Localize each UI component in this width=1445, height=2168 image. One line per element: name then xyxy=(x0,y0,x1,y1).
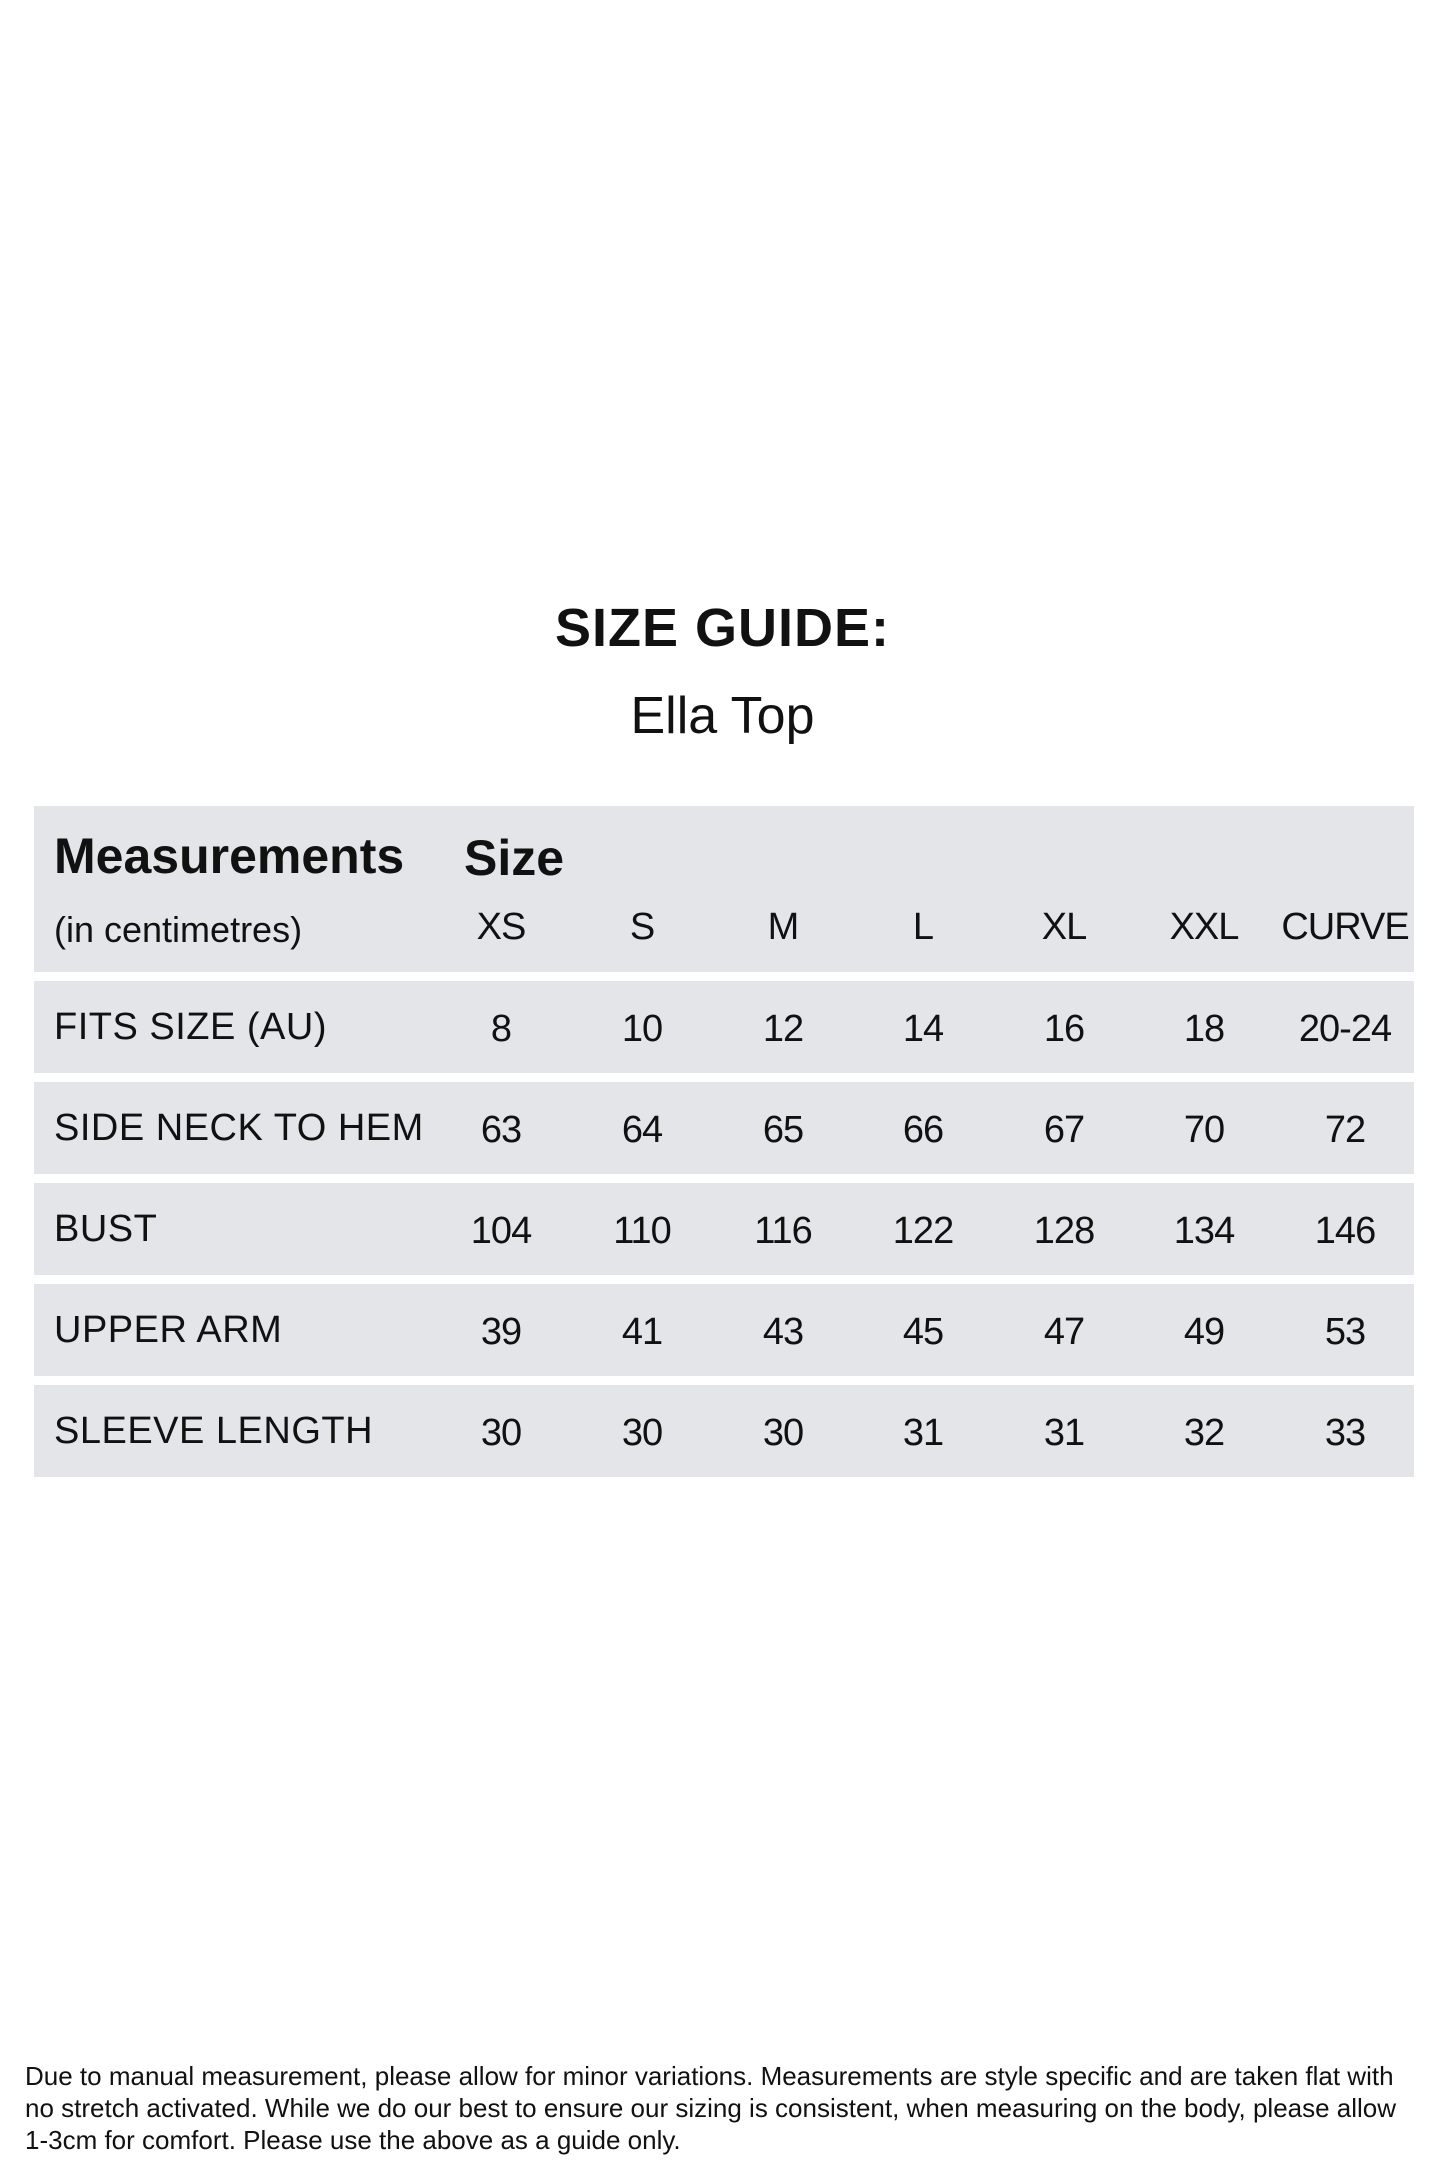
table-cell: 20-24 xyxy=(1298,1008,1392,1050)
row-label: SIDE NECK TO HEM xyxy=(54,1107,424,1149)
table-header-row xyxy=(34,806,1414,972)
table-cell: 72 xyxy=(1324,1109,1366,1151)
table-cell: 32 xyxy=(1183,1412,1225,1454)
table-cell: 49 xyxy=(1183,1311,1225,1353)
table-cell: 16 xyxy=(1043,1008,1085,1050)
table-cell: 14 xyxy=(902,1008,944,1050)
measurements-heading: Measurements xyxy=(54,828,405,884)
row-label: BUST xyxy=(54,1208,158,1250)
size-table xyxy=(34,806,1414,1486)
table-cell: 104 xyxy=(470,1210,532,1252)
table-cell: 65 xyxy=(762,1109,804,1151)
table-row xyxy=(34,1284,1414,1376)
page-title: SIZE GUIDE: xyxy=(554,598,891,658)
row-label: SLEEVE LENGTH xyxy=(54,1410,374,1452)
table-row xyxy=(34,1082,1414,1174)
column-header: XXL xyxy=(1169,906,1239,948)
disclaimer-footnote: Due to manual measurement, please allow for minor variations. Measurements are style specific and are taken flat with no stretch activated. While we do our best to ensure our sizing is consistent, when measuring on the body, please allow 1-3cm for comfort. Please use the above as a guide only. xyxy=(25,2061,1397,2155)
table-cell: 122 xyxy=(892,1210,954,1252)
table-cell: 70 xyxy=(1183,1109,1225,1151)
table-cell: 43 xyxy=(762,1311,804,1353)
column-header: XS xyxy=(476,906,526,948)
table-cell: 134 xyxy=(1173,1210,1235,1252)
table-row xyxy=(34,981,1414,1073)
table-cell: 128 xyxy=(1033,1210,1095,1252)
table-cell: 31 xyxy=(1043,1412,1085,1454)
column-header: M xyxy=(767,906,799,948)
table-cell: 8 xyxy=(490,1008,512,1050)
table-cell: 110 xyxy=(613,1210,671,1252)
table-cell: 66 xyxy=(902,1109,944,1151)
column-header: S xyxy=(629,906,655,948)
table-row xyxy=(34,1385,1414,1477)
table-cell: 30 xyxy=(762,1412,804,1454)
table-cell: 47 xyxy=(1043,1311,1085,1353)
table-cell: 146 xyxy=(1314,1210,1376,1252)
table-cell: 30 xyxy=(480,1412,522,1454)
column-header: XL xyxy=(1041,906,1087,948)
column-header: CURVE xyxy=(1281,906,1409,948)
unit-label: (in centimetres) xyxy=(54,909,303,950)
table-cell: 33 xyxy=(1324,1412,1366,1454)
table-row xyxy=(34,1183,1414,1275)
table-cell: 45 xyxy=(902,1311,944,1353)
table-cell: 116 xyxy=(754,1210,812,1252)
table-cell: 53 xyxy=(1324,1311,1366,1353)
table-cell: 39 xyxy=(480,1311,522,1353)
row-label: UPPER ARM xyxy=(54,1309,283,1351)
table-cell: 41 xyxy=(621,1311,663,1353)
size-heading: Size xyxy=(464,830,565,886)
table-cell: 64 xyxy=(621,1109,663,1151)
table-cell: 12 xyxy=(762,1008,804,1050)
table-cell: 10 xyxy=(621,1008,663,1050)
table-cell: 18 xyxy=(1183,1008,1225,1050)
column-header: L xyxy=(912,906,934,948)
table-cell: 31 xyxy=(902,1412,944,1454)
table-cell: 30 xyxy=(621,1412,663,1454)
table-cell: 67 xyxy=(1043,1109,1085,1151)
table-cell: 63 xyxy=(480,1109,522,1151)
product-name: Ella Top xyxy=(630,687,815,745)
row-label: FITS SIZE (AU) xyxy=(54,1006,327,1048)
